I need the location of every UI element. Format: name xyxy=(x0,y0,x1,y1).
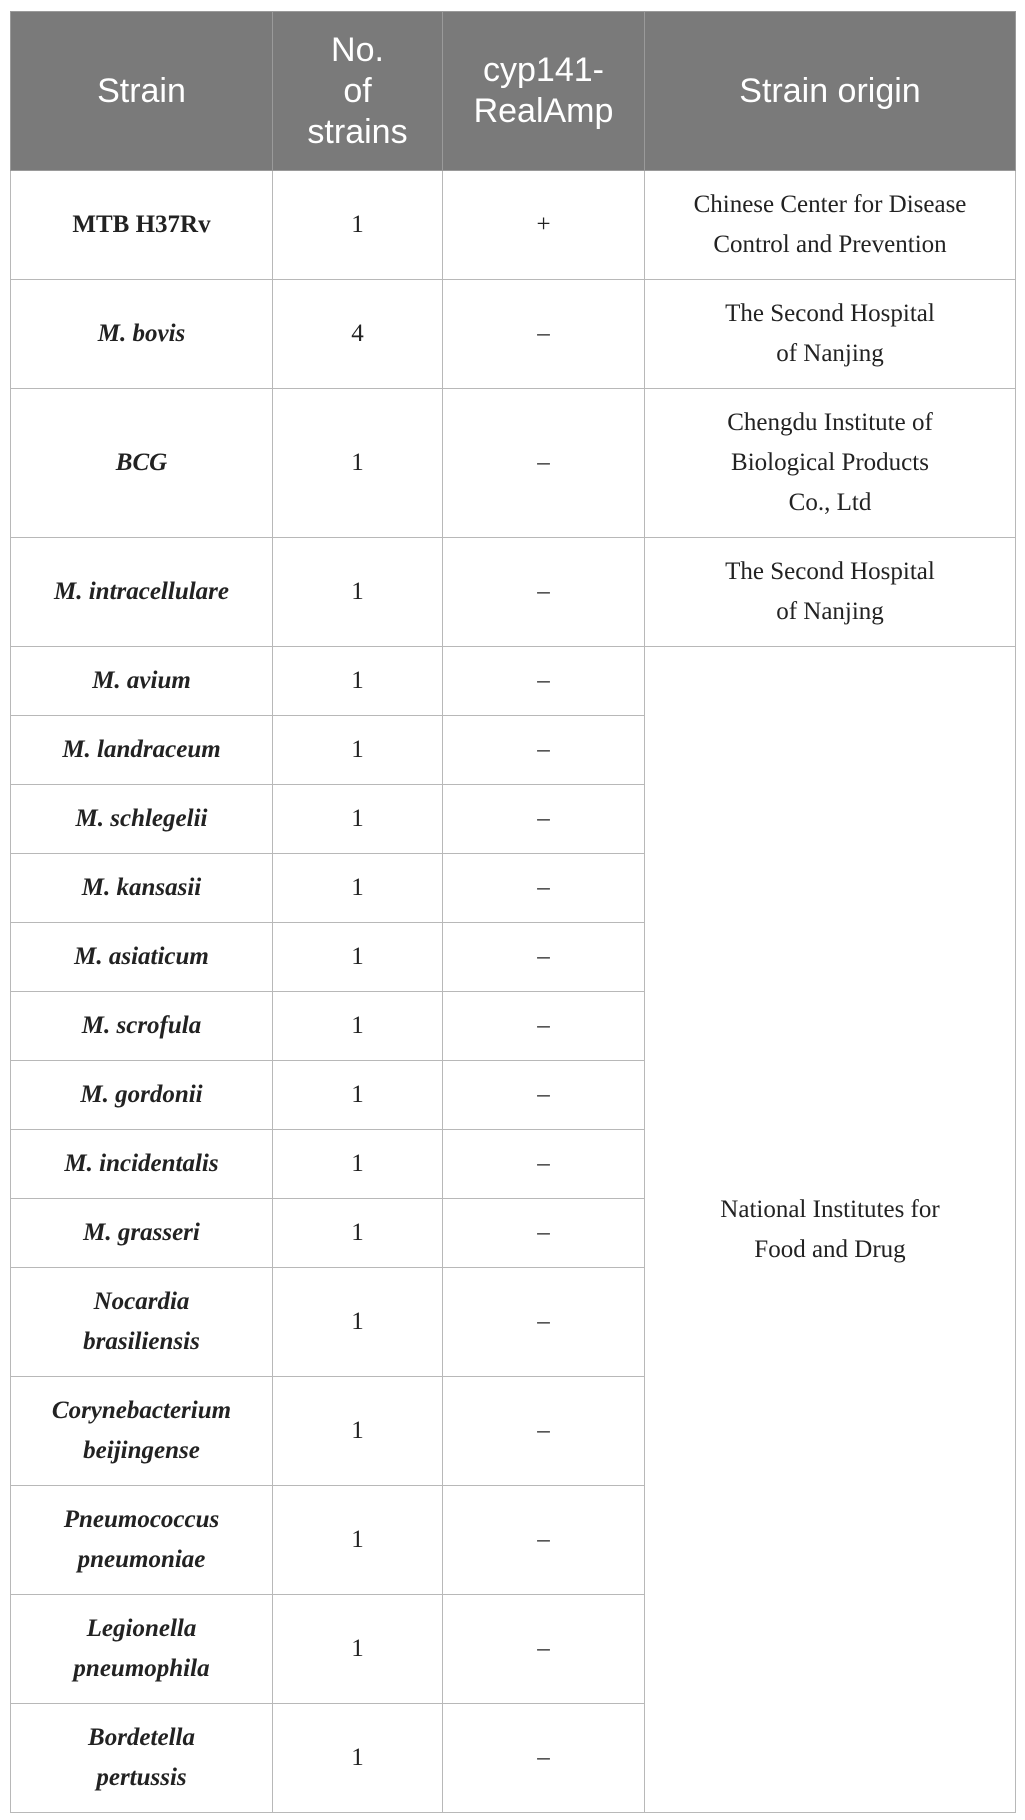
realamp-result-cell: – xyxy=(443,389,645,538)
strain-name-cell xyxy=(11,1704,273,1813)
strain-count-cell: 1 xyxy=(273,538,443,647)
strain-name-cell xyxy=(11,785,273,854)
strain-origin-line: Co., Ltd xyxy=(788,489,872,516)
header-cyp141-realamp: cyp141- RealAmp xyxy=(443,12,645,171)
table-row xyxy=(11,538,1016,647)
realamp-result-cell: – xyxy=(443,280,645,389)
strain-origin-line: of Nanjing xyxy=(776,598,884,625)
strain-count-cell: 1 xyxy=(273,1199,443,1268)
strain-origin-line: National Institutes for xyxy=(720,1195,940,1223)
table-body xyxy=(11,171,1016,1813)
strain-name-line: Pneumococcus xyxy=(63,1506,220,1533)
table-row xyxy=(11,280,1016,389)
strain-origin-line: Control and Prevention xyxy=(713,231,947,258)
header-row xyxy=(11,12,1016,171)
strain-name-line: M. schlegelii xyxy=(75,805,208,832)
strain-count-cell: 1 xyxy=(273,854,443,923)
realamp-result-cell: – xyxy=(443,1199,645,1268)
realamp-result-cell: – xyxy=(443,1268,645,1377)
strain-name-cell xyxy=(11,1130,273,1199)
strain-count-cell: 1 xyxy=(273,1486,443,1595)
strain-count-cell: 1 xyxy=(273,389,443,538)
realamp-result-cell: – xyxy=(443,992,645,1061)
header-strain-origin: Strain origin xyxy=(645,12,1016,171)
strain-name-line: pneumoniae xyxy=(77,1546,206,1573)
strain-name-cell xyxy=(11,1199,273,1268)
strain-name-cell xyxy=(11,1061,273,1130)
strain-count-cell: 1 xyxy=(273,647,443,716)
realamp-result-cell: – xyxy=(443,1486,645,1595)
strain-count-cell: 1 xyxy=(273,171,443,280)
realamp-result-cell: – xyxy=(443,923,645,992)
strain-name-line: MTB H37Rv xyxy=(72,211,211,238)
strain-name-cell xyxy=(11,389,273,538)
table-row xyxy=(11,171,1016,280)
strain-name-line: beijingense xyxy=(83,1437,200,1464)
strain-origin-line: The Second Hospital xyxy=(725,300,935,327)
strain-name-line: M. kansasii xyxy=(81,874,202,901)
strain-name-line: M. landraceum xyxy=(62,736,221,763)
table-row xyxy=(11,389,1016,538)
strain-count-cell: 1 xyxy=(273,1268,443,1377)
strain-name-cell xyxy=(11,647,273,716)
realamp-result-cell: + xyxy=(443,171,645,280)
strain-name-line: M. bovis xyxy=(97,320,186,347)
strain-origin-cell xyxy=(645,647,1016,1813)
strain-origin-cell xyxy=(645,280,1016,389)
strain-origin-cell xyxy=(645,538,1016,647)
strain-name-line: Bordetella xyxy=(88,1724,195,1751)
header-number-of-strains: No. of strains xyxy=(273,12,443,171)
strain-name-line: Corynebacterium xyxy=(51,1397,232,1424)
realamp-result-cell: – xyxy=(443,1061,645,1130)
strain-origin-line: Food and Drug xyxy=(754,1235,906,1263)
strain-table xyxy=(10,11,1016,1813)
strain-name-cell xyxy=(11,1268,273,1377)
strain-name-cell xyxy=(11,716,273,785)
strain-name-line: Nocardia xyxy=(93,1288,190,1315)
strain-name-line: pneumophila xyxy=(73,1655,210,1682)
strain-origin-line: Chinese Center for Disease xyxy=(693,191,967,218)
strain-name-line: M. incidentalis xyxy=(64,1150,219,1177)
realamp-result-cell: – xyxy=(443,854,645,923)
header-strain: Strain xyxy=(11,12,273,171)
strain-origin-line: of Nanjing xyxy=(776,340,884,367)
strain-name-line: M. intracellulare xyxy=(53,578,229,605)
strain-count-cell: 1 xyxy=(273,1130,443,1199)
strain-name-cell xyxy=(11,171,273,280)
strain-origin-line: Chengdu Institute of xyxy=(727,409,933,436)
strain-name-cell xyxy=(11,1377,273,1486)
realamp-result-cell: – xyxy=(443,785,645,854)
strain-name-line: BCG xyxy=(115,449,168,476)
realamp-result-cell: – xyxy=(443,716,645,785)
realamp-result-cell: – xyxy=(443,538,645,647)
strain-name-cell xyxy=(11,854,273,923)
table-row xyxy=(11,647,1016,716)
strain-name-cell xyxy=(11,1595,273,1704)
strain-name-cell xyxy=(11,992,273,1061)
strain-count-cell: 1 xyxy=(273,1595,443,1704)
strain-count-cell: 1 xyxy=(273,785,443,854)
realamp-result-cell: – xyxy=(443,1595,645,1704)
strain-name-cell xyxy=(11,280,273,389)
strain-origin-line: The Second Hospital xyxy=(725,558,935,585)
strain-name-line: M. asiaticum xyxy=(74,943,209,970)
strain-name-line: M. avium xyxy=(92,667,191,694)
strain-name-line: brasiliensis xyxy=(83,1328,200,1355)
strain-name-cell xyxy=(11,538,273,647)
strain-count-cell: 1 xyxy=(273,992,443,1061)
strain-name-cell xyxy=(11,923,273,992)
strain-origin-cell xyxy=(645,389,1016,538)
strain-name-line: M. grasseri xyxy=(83,1219,200,1246)
strain-name-line: pertussis xyxy=(96,1764,187,1791)
strain-count-cell: 1 xyxy=(273,1704,443,1813)
strain-origin-line: Biological Products xyxy=(731,449,929,476)
realamp-result-cell: – xyxy=(443,647,645,716)
strain-count-cell: 1 xyxy=(273,923,443,992)
strain-origin-cell xyxy=(645,171,1016,280)
strain-count-cell: 1 xyxy=(273,1061,443,1130)
strain-name-line: Legionella xyxy=(86,1615,197,1642)
strain-name-cell xyxy=(11,1486,273,1595)
strain-name-line: M. gordonii xyxy=(80,1081,203,1108)
realamp-result-cell: – xyxy=(443,1130,645,1199)
strain-count-cell: 1 xyxy=(273,1377,443,1486)
realamp-result-cell: – xyxy=(443,1704,645,1813)
strain-count-cell: 1 xyxy=(273,716,443,785)
strain-count-cell: 4 xyxy=(273,280,443,389)
strain-name-line: M. scrofula xyxy=(81,1012,202,1039)
realamp-result-cell: – xyxy=(443,1377,645,1486)
